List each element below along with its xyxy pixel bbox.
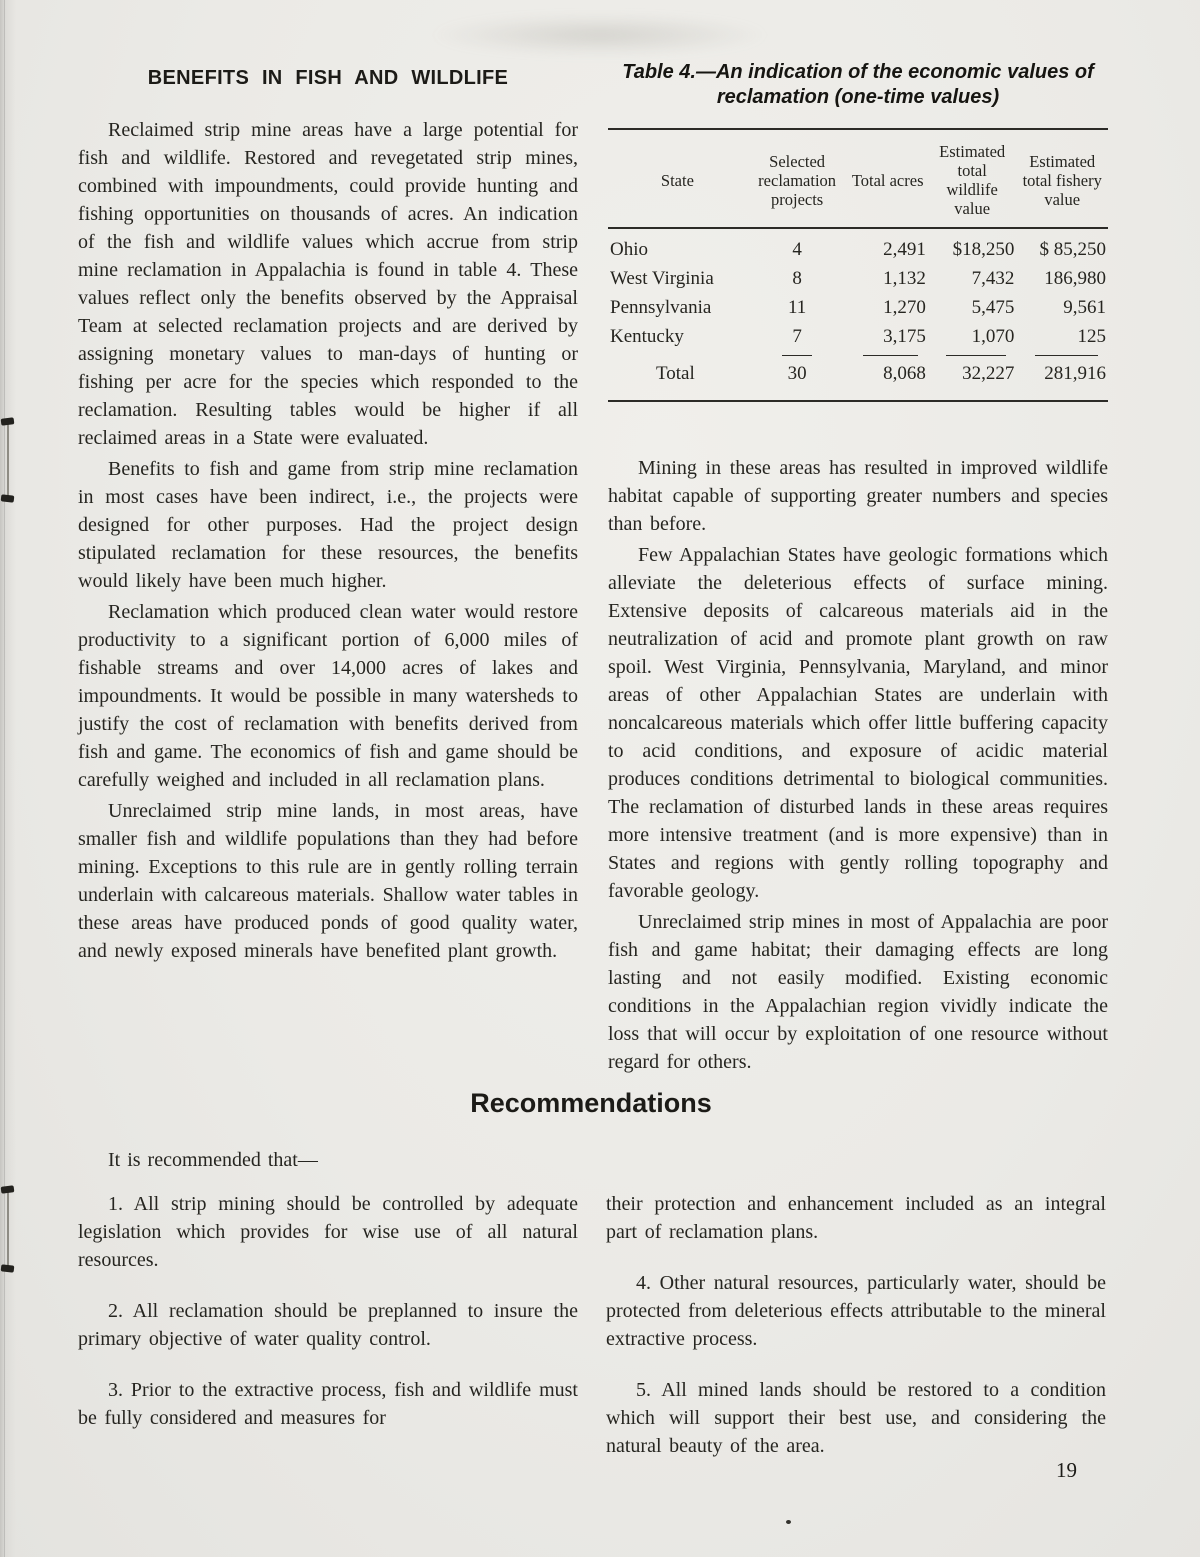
cell-wildlife: 1,070	[971, 326, 1015, 347]
cell-fishery: 186,980	[1044, 268, 1106, 289]
left-column	[78, 64, 578, 968]
table-row	[608, 228, 1108, 264]
table-header-row	[608, 129, 1108, 228]
cell-state: Kentucky	[610, 326, 684, 347]
scan-bleed-through-artifact	[430, 14, 770, 56]
cell-state: West Virginia	[610, 268, 714, 289]
table-row	[608, 293, 1108, 322]
scan-edge-shadow	[0, 0, 16, 1557]
paragraph: Reclamation which produced clean water would restore productivity to a significant portion of 6,000 miles of fishable streams and over 14,000 acres of lakes and impoundments. It would be possible in many watersheds to justify the cost of reclamation with benefits derived from fish and game. The economics of fish and game should be carefully weighed and included in all reclamation plans.	[78, 601, 578, 791]
column-header-wildlife: Estimated total wildlife value	[928, 129, 1017, 228]
cell-fishery: 125	[1077, 326, 1106, 347]
recommendation-item: 4. Other natural resources, particularly water, should be protected from deleterious effects attributable to the mineral extractive process.	[606, 1272, 1106, 1350]
recommendation-item: 3. Prior to the extractive process, fish and wildlife must be fully considered and measures for	[78, 1379, 578, 1429]
right-column	[608, 60, 1108, 1079]
cell-wildlife: 7,432	[971, 268, 1015, 289]
table-title	[608, 60, 1108, 110]
cell-total-acres: 8,068	[883, 363, 926, 384]
cell-total-wildlife: 32,227	[962, 363, 1015, 384]
column-header-fishery: Estimated total fishery value	[1016, 129, 1108, 228]
column-header-state: State	[608, 129, 747, 228]
page-number: 19	[1056, 1458, 1077, 1482]
table-row	[608, 264, 1108, 293]
cell-projects: 11	[787, 297, 807, 318]
recommendation-item: 5. All mined lands should be restored to a condition which will support their best use, and considering the natural beauty of the area.	[606, 1379, 1106, 1457]
cell-state: Ohio	[610, 239, 648, 260]
staple-mark-bottom	[0, 1186, 14, 1272]
column-header-projects: Selected reclamation projects	[747, 129, 848, 228]
paragraph: Reclaimed strip mine areas have a large potential for fish and wildlife. Restored and revegetated strip mines, combined with impoundments, could provide hunting and fishing opportunities on thousands of acres. An indication of the fish and wildlife values which accrue from strip mine reclamation in Appalachia is found in table 4. These values reflect only the benefits observed by the Appraisal Team at selected reclamation projects and are derived by assigning monetary values to man-days of hunting or fishing per acre for the species which responded to the reclamation. Resulting tables would be higher if all reclaimed areas in a State were evaluated.	[78, 119, 578, 449]
cell-wildlife: $18,250	[952, 239, 1015, 260]
cell-projects: 4	[792, 239, 802, 260]
table-title-line: reclamation (one-time values)	[716, 86, 1000, 108]
recommendation-item-continuation: their protection and enhancement included as an integral part of reclamation plans.	[606, 1193, 1106, 1243]
staple-wire	[7, 1191, 9, 1267]
paragraph: Mining in these areas has resulted in improved wildlife habitat capable of supporting greater numbers and species than before.	[608, 457, 1108, 535]
recommendation-item: 2. All reclamation should be preplanned to insure the primary objective of water quality control.	[78, 1300, 578, 1350]
column-header-acres: Total acres	[847, 129, 927, 228]
recommendations-intro: It is recommended that—	[108, 1149, 318, 1171]
cell-fishery: $ 85,250	[1039, 239, 1106, 260]
cell-acres: 3,175	[883, 326, 926, 347]
cell-projects: 8	[792, 268, 802, 289]
cell-acres: 1,132	[883, 268, 926, 289]
cell-acres: 1,270	[883, 297, 926, 318]
paragraph: Benefits to fish and game from strip mine reclamation in most cases have been indirect, i.e., the projects were designed for other purposes. Had the project design stipulated reclamation for these resources, the benefits would likely have been much higher.	[78, 458, 578, 592]
paragraph: Unreclaimed strip mine lands, in most areas, have smaller fish and wildlife populations than they had before mining. Exceptions to this rule are in gently rolling terrain underlain with calcareous materials. Shallow water tables in these areas have produced ponds of good quality water, and newly exposed minerals have benefited plant growth.	[78, 800, 578, 962]
cell-projects: 7	[792, 326, 802, 347]
table-row	[608, 322, 1108, 351]
staple-prong	[1, 494, 15, 502]
staple-prong	[1, 417, 15, 426]
cell-acres: 2,491	[883, 239, 926, 260]
section-heading-benefits: BENEFITS IN FISH AND WILDLIFE	[147, 67, 509, 89]
cell-total-projects: 30	[787, 363, 807, 384]
table-economic-values	[608, 128, 1108, 402]
recommendations-left-column	[78, 1190, 578, 1455]
staple-wire	[7, 423, 9, 497]
section-heading-recommendations: Recommendations	[470, 1088, 712, 1118]
paragraph: Few Appalachian States have geologic formations which alleviate the deleterious effects of surface mining. Extensive deposits of calcareous materials aid in the neutralization of acid and promote plant growth on raw spoil. West Virginia, Pennsylvania, Maryland, and minor areas of other Appalachian States are underlain with noncalcareous materials which offer little buffering capacity to acid conditions, and exposure of acidic material produces conditions detrimental to biological communities. The reclamation of disturbed lands in these areas requires more intensive treatment (and is more expensive) than in States and regions with gently rolling topography and favorable geology.	[608, 544, 1108, 902]
recommendations-right-column	[606, 1190, 1106, 1483]
cell-fishery: 9,561	[1063, 297, 1106, 318]
cell-wildlife: 5,475	[971, 297, 1015, 318]
table-title-line: Table 4.—An indication of the economic values of	[622, 61, 1094, 83]
recommendation-item: 1. All strip mining should be controlled by adequate legislation which provides for wise use of all natural resources.	[78, 1193, 578, 1271]
staple-mark-top	[0, 418, 14, 502]
staple-prong	[1, 1264, 15, 1272]
cell-total-label: Total	[656, 363, 695, 384]
paragraph: Unreclaimed strip mines in most of Appalachia are poor fish and game habitat; their damaging effects are long lasting and not easily modified. Existing economic conditions in the Appalachian region vividly indicate the loss that will occur by exploitation of one resource without regard for others.	[608, 911, 1108, 1073]
scan-edge-line	[4, 0, 5, 1557]
cell-total-fishery: 281,916	[1044, 363, 1106, 384]
staple-prong	[1, 1185, 15, 1194]
table-total-row	[608, 356, 1108, 401]
cell-state: Pennsylvania	[610, 297, 712, 318]
spacer	[608, 402, 1108, 454]
scan-speck	[786, 1520, 791, 1524]
